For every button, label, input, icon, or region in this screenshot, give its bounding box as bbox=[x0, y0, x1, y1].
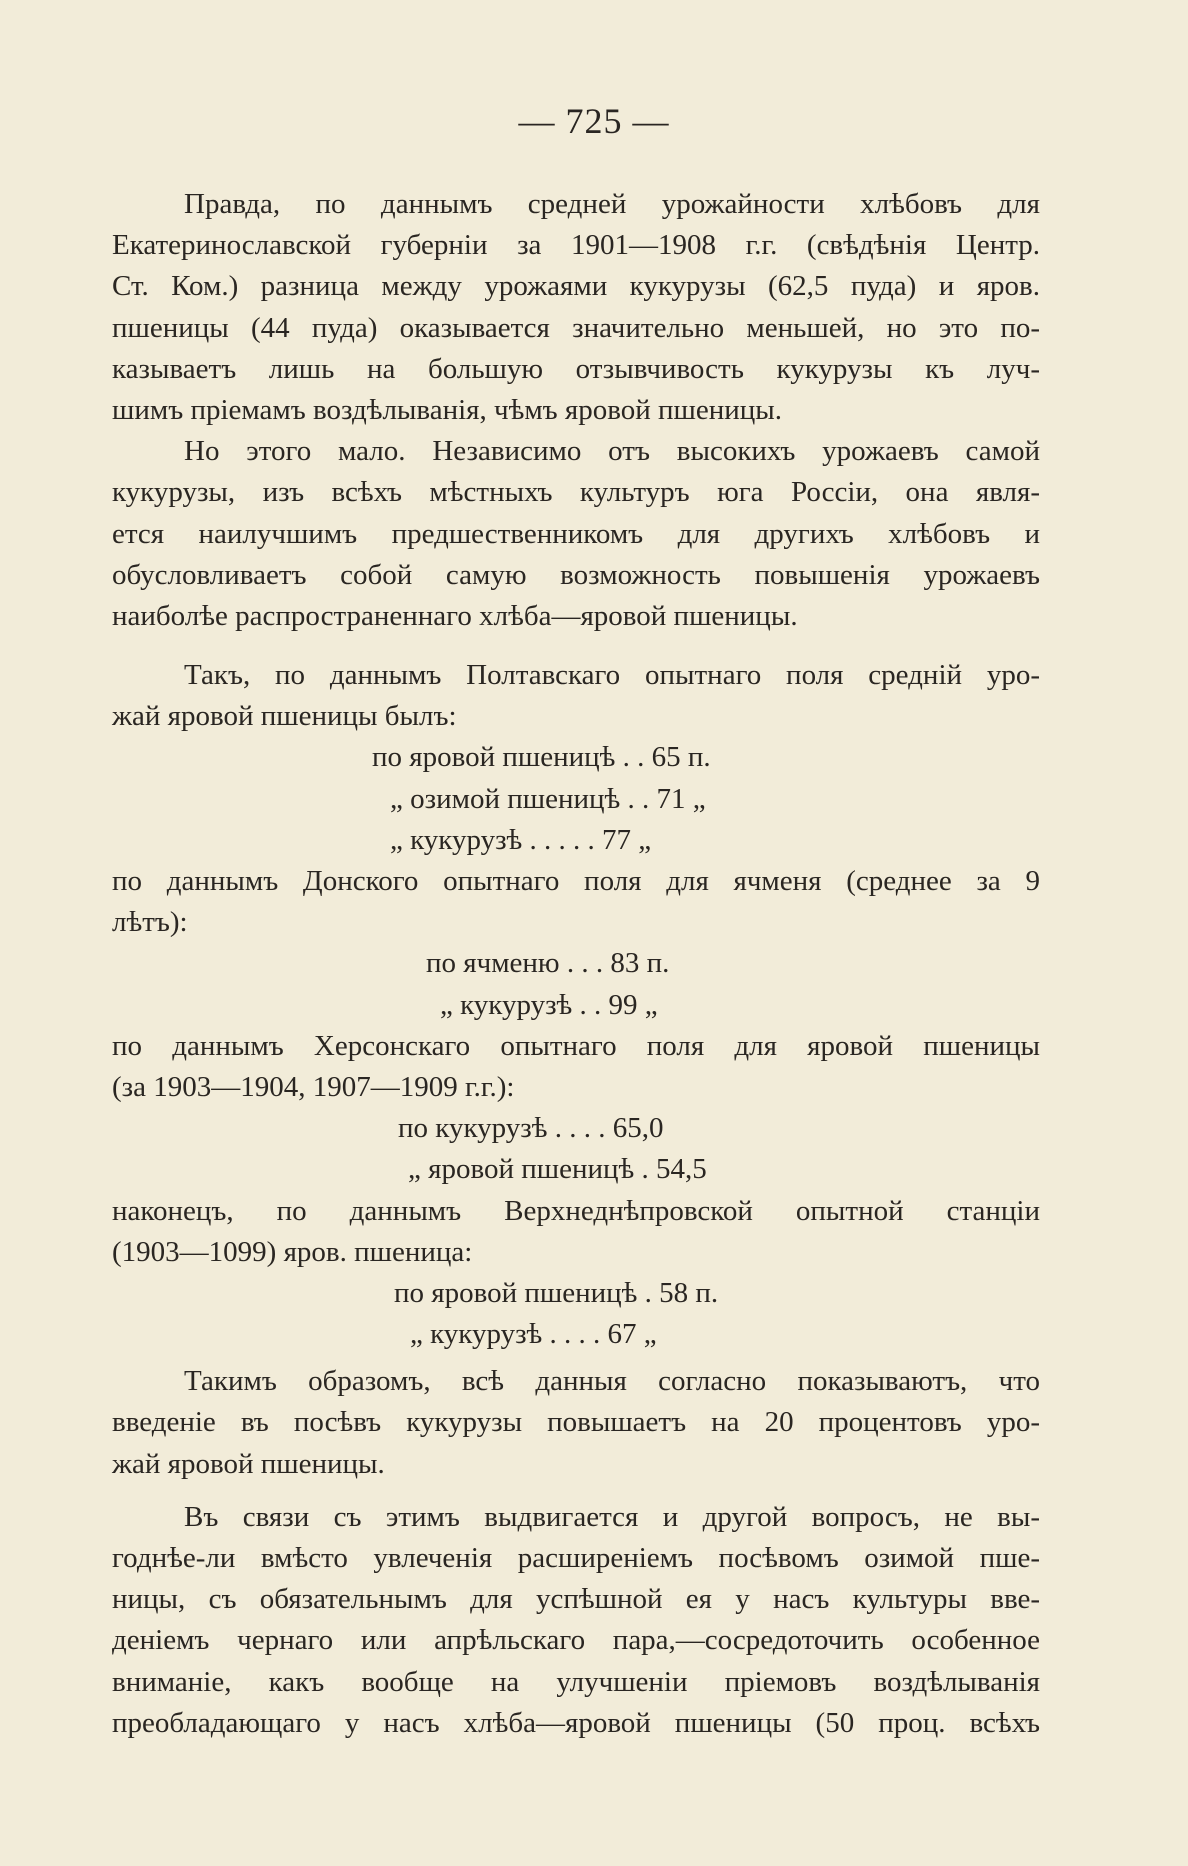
text-line: жай яровой пшеницы. bbox=[112, 1447, 385, 1480]
text-line: Въ связи съ этимъ выдвигается и другой вопросъ, не вы- bbox=[184, 1500, 1040, 1533]
text-line: Но этого мало. Независимо отъ высокихъ урожаевъ самой bbox=[184, 435, 1040, 468]
table-kherson bbox=[112, 1108, 1040, 1190]
text-line: Ст. Ком.) разница между урожаями кукурузы (62,5 пуда) и яров. bbox=[112, 270, 1040, 303]
text-line: наконецъ, по даннымъ Верхнеднѣпровской опытной станціи bbox=[112, 1194, 1040, 1227]
paragraph-3 bbox=[112, 655, 1040, 737]
text-line: годнѣе-ли вмѣсто увлеченія расширеніемъ посѣвомъ озимой пше- bbox=[112, 1542, 1040, 1574]
text-line: казываетъ лишь на большую отзывчивость кукурузы къ луч- bbox=[112, 352, 1040, 385]
text-line: Екатеринославской губерніи за 1901—1908 г.г. (свѣдѣнія Центр. bbox=[112, 229, 1040, 262]
paragraph-5 bbox=[112, 1026, 1040, 1108]
page-body bbox=[112, 184, 1040, 1744]
paragraph-4 bbox=[112, 861, 1040, 943]
text-line: Такимъ образомъ, всѣ данныя согласно показываютъ, что bbox=[184, 1365, 1040, 1398]
table-row: по яровой пшеницѣ . 58 п. bbox=[394, 1276, 719, 1309]
text-line: ницы, съ обязательнымъ для успѣшной ея у насъ культуры вве- bbox=[112, 1583, 1040, 1616]
paragraph-7 bbox=[112, 1361, 1040, 1485]
text-line: преобладающаго у насъ хлѣба—яровой пшеницы (50 проц. всѣхъ bbox=[112, 1706, 1040, 1739]
table-verkhnedneprovsk bbox=[112, 1273, 1040, 1355]
paragraph-2 bbox=[112, 431, 1040, 637]
text-line: обусловливаетъ собой самую возможность повышенія урожаевъ bbox=[112, 558, 1040, 591]
text-line: введеніе въ посѣвъ кукурузы повышаетъ на 20 процентовъ уро- bbox=[112, 1406, 1040, 1439]
table-row: по яровой пшеницѣ . . 65 п. bbox=[372, 741, 711, 774]
table-row: „ кукурузѣ . . 99 „ bbox=[440, 988, 658, 1021]
text-line: ется наилучшимъ предшественникомъ для другихъ хлѣбовъ и bbox=[112, 517, 1040, 550]
table-don bbox=[112, 943, 1040, 1025]
text-line: (за 1903—1904, 1907—1909 г.г.): bbox=[112, 1070, 515, 1103]
paragraph-1 bbox=[112, 184, 1040, 431]
text-line: по даннымъ Херсонскаго опытнаго поля для яровой пшеницы bbox=[112, 1029, 1040, 1062]
page-number: — 725 — bbox=[518, 101, 670, 141]
table-row: „ кукурузѣ . . . . 67 „ bbox=[410, 1318, 657, 1351]
text-line: (1903—1099) яров. пшеница: bbox=[112, 1235, 473, 1268]
text-line: кукурузы, изъ всѣхъ мѣстныхъ культуръ юга Россіи, она явля- bbox=[112, 476, 1040, 509]
text-line: деніемъ чернаго или апрѣльскаго пара,—сосредоточить особенное bbox=[112, 1624, 1040, 1657]
text-line: вниманіе, какъ вообще на улучшеніи пріемовъ воздѣлыванія bbox=[112, 1665, 1040, 1698]
text-line: наиболѣе распространеннаго хлѣба—яровой пшеницы. bbox=[112, 599, 798, 632]
paragraph-8 bbox=[112, 1497, 1040, 1744]
table-row: „ озимой пшеницѣ . . 71 „ bbox=[390, 782, 706, 815]
text-line: пшеницы (44 пуда) оказывается значительно меньшей, но это по- bbox=[112, 311, 1040, 344]
text-line: шимъ пріемамъ воздѣлыванія, чѣмъ яровой пшеницы. bbox=[112, 393, 783, 426]
text-line: по даннымъ Донского опытнаго поля для ячменя (среднее за 9 bbox=[112, 865, 1040, 897]
text-line: Такъ, по даннымъ Полтавскаго опытнаго поля средній уро- bbox=[184, 659, 1040, 692]
table-row: „ яровой пшеницѣ . 54,5 bbox=[408, 1153, 707, 1186]
text-line: жай яровой пшеницы былъ: bbox=[112, 700, 457, 733]
paragraph-6 bbox=[112, 1191, 1040, 1273]
text-line: лѣтъ): bbox=[112, 906, 188, 939]
table-row: по кукурузѣ . . . . 65,0 bbox=[398, 1112, 664, 1145]
table-poltava bbox=[112, 737, 1040, 861]
text-line: Правда, по даннымъ средней урожайности хлѣбовъ для bbox=[184, 188, 1040, 220]
table-row: „ кукурузѣ . . . . . 77 „ bbox=[390, 823, 652, 856]
table-row: по ячменю . . . 83 п. bbox=[426, 947, 670, 980]
